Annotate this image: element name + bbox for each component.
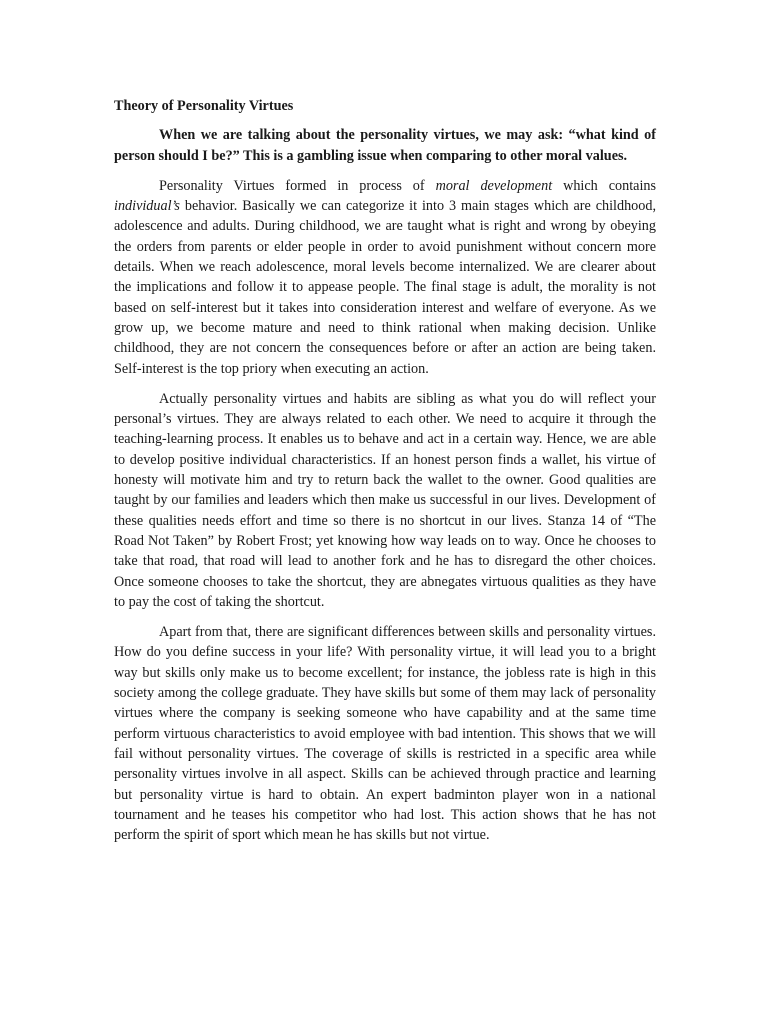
paragraph-habits: Actually personality virtues and habits are sibling as what you do will reflect your personal’s virtues. They are always related to each other. We need to acquire it through the teaching-learning process. It enables us to behave and act in a certain way. Hence, we are able to develop positive individual characteristics. If an honest person finds a wallet, his virtue of honesty will motivate him and try to return back the wallet to the owner. Good qualities are taught by our families and leaders which then make us successful in our lives. Development of these qualities needs effort and time so there is no shortcut in our lives. Stanza 14 of “The Road Not Taken” by Robert Frost; yet knowing how way leads on to way. Once he chooses to take that road, that road will lead to another fork and he has to disregard the other choices. Once someone chooses to take the shortcut, they are abnegates virtuous qualities as they have to pay the cost of taking the shortcut.	[114, 390, 656, 610]
paragraph-text: behavior. Basically we can categorize it into 3 main stages which are childhood, adolescence and adults. During childhood, we are taught what is right and wrong by obeying the orders from parents or elder people in order to avoid punishment without concern more details. When we reach adolescence, moral levels become internalized. We are clearer about the implications and follow it to appease people. The final stage is adult, the morality is not based on self-interest but it takes into consideration interest and welfare of everyone. As we grow up, we become mature and need to think rational when making decision. Unlike childhood, they are not concern the consequences before or after an action are being taken. Self-interest is the top priory when executing an action.	[114, 198, 656, 377]
document-title: Theory of Personality Virtues	[114, 98, 294, 114]
emphasis-moral-development: moral development	[435, 177, 553, 194]
paragraph-text: Personality Virtues formed in process of	[159, 177, 436, 194]
emphasis-individuals: individual’s	[114, 198, 180, 215]
paragraph-text: which contains	[552, 177, 656, 194]
paragraph-skills: Apart from that, there are significant differences between skills and personality virtues. How do you define success in your life? With personality virtue, it will lead you to a bright way but skills only make us to become excellent; for instance, the jobless rate is high in this society among the college graduate. They have skills but some of them may lack of personality virtues where the company is seeking someone who have capability and at the same time perform virtuous characteristics to avoid employee with bad intention. This shows that we will fail without personality virtues. The coverage of skills is restricted in a specific area while personality virtues involve in all aspect. Skills can be achieved through practice and learning but personality virtue is hard to obtain. An expert badminton player won in a national tournament and he teases his competitor who had lost. This action shows that he has not perform the spirit of sport which mean he has skills but not virtue.	[114, 624, 656, 844]
document-page	[114, 96, 656, 855]
intro-paragraph: When we are talking about the personality virtues, we may ask: “what kind of person should I be?” This is a gambling issue when comparing to other moral values.	[114, 127, 656, 164]
paragraph-moral-development	[114, 176, 656, 379]
